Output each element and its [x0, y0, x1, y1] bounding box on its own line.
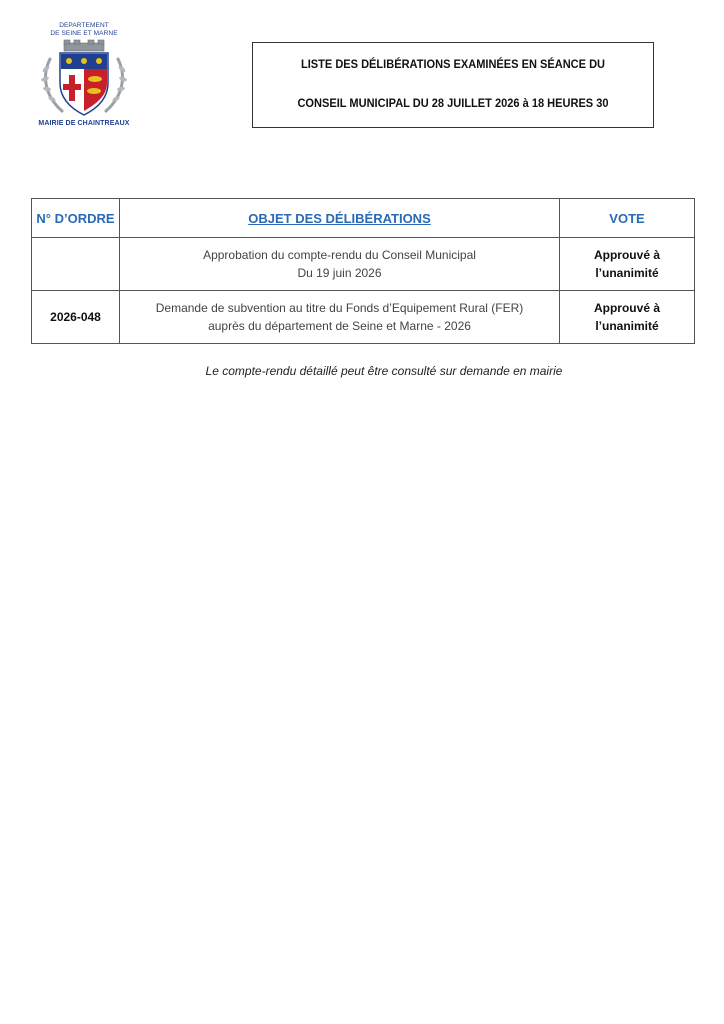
title-line-2: CONSEIL MUNICIPAL DU 28 JUILLET 2026 à 18 HEURES 30 — [297, 96, 609, 110]
header-objet-label: OBJET DES DÉLIBÉRATIONS — [248, 210, 431, 226]
row-objet — [120, 238, 560, 291]
header-objet — [120, 199, 560, 238]
row-objet — [120, 291, 560, 344]
municipal-crest-block — [28, 22, 140, 127]
row-vote-line2: l’unanimité — [595, 266, 659, 280]
table-row — [32, 291, 695, 344]
header-order: N° D’ORDRE — [32, 199, 120, 238]
row-vote — [560, 291, 695, 344]
coat-of-arms-icon — [36, 39, 132, 119]
row-objet-line1: Demande de subvention au titre du Fonds d’Equipement Rural (FER) — [155, 301, 524, 315]
row-vote-line1: Approuvé à — [593, 248, 660, 262]
row-vote-line1: Approuvé à — [593, 301, 660, 315]
row-vote-line2: l’unanimité — [595, 319, 659, 333]
row-order: 2026-048 — [32, 291, 120, 344]
title-line-1: LISTE DES DÉLIBÉRATIONS EXAMINÉES EN SÉANCE DU — [300, 57, 606, 71]
consultation-note: Le compte-rendu détaillé peut être consulté sur demande en mairie — [205, 364, 563, 378]
table-row — [32, 238, 695, 291]
row-objet-line2: auprès du département de Seine et Marne - 2026 — [208, 319, 471, 333]
row-objet-line2: Du 19 juin 2026 — [297, 266, 382, 280]
document-title-box — [252, 42, 654, 128]
table-header-row — [32, 199, 695, 238]
row-objet-line1: Approbation du compte-rendu du Conseil Municipal — [203, 248, 476, 262]
header-vote: VOTE — [560, 199, 695, 238]
crest-mairie-label: MAIRIE DE CHAINTREAUX — [38, 120, 130, 127]
row-order — [32, 238, 120, 291]
row-vote — [560, 238, 695, 291]
deliberations-table — [31, 198, 695, 344]
crest-top-line1: DEPARTEMENT — [59, 22, 109, 29]
crest-department-label — [28, 22, 140, 37]
crest-top-line2: DE SEINE ET MARNE — [50, 29, 118, 37]
